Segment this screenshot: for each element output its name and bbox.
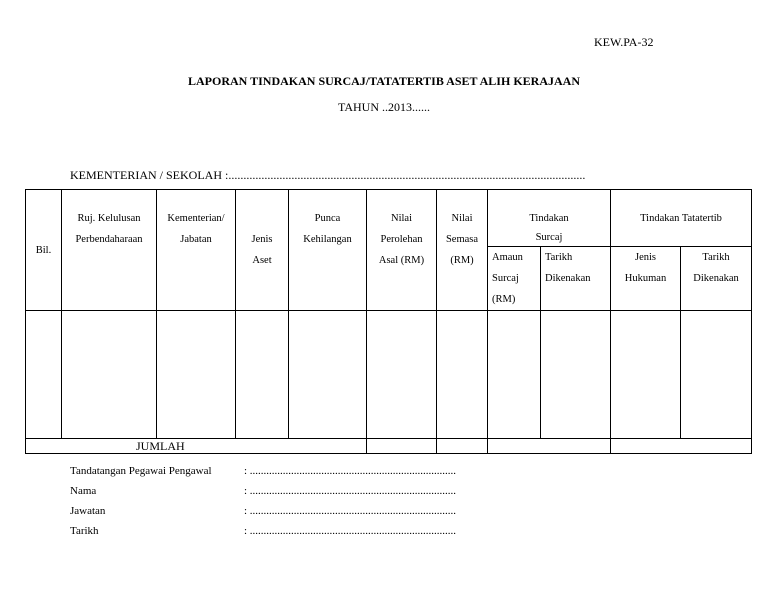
cell-ruj-kelulusan[interactable] <box>62 311 157 439</box>
header-tarikh-tatatertib: Tarikh Dikenakan <box>681 247 752 311</box>
header-jenis-aset: Jenis Aset <box>236 190 289 311</box>
position-field[interactable]: : ........................................................................... <box>244 505 457 517</box>
form-code: KEW.PA-32 <box>594 35 654 49</box>
total-tatatertib[interactable] <box>611 439 752 454</box>
date-field[interactable]: : ........................................................................... <box>244 525 457 537</box>
cell-nilai-semasa[interactable] <box>437 311 488 439</box>
signature-field[interactable]: : ........................................................................... <box>244 465 457 477</box>
name-field[interactable]: : ........................................................................... <box>244 485 457 497</box>
header-ruj-kelulusan: Ruj. Kelulusan Perbendaharaan <box>62 190 157 311</box>
header-nilai-semasa: Nilai Semasa (RM) <box>437 190 488 311</box>
cell-jenis-hukuman[interactable] <box>611 311 681 439</box>
table-row <box>26 311 752 439</box>
cell-tarikh-surcaj[interactable] <box>541 311 611 439</box>
signature-label: Tandatangan Pegawai Pengawal <box>70 465 212 477</box>
header-jenis-hukuman: Jenis Hukuman <box>611 247 681 311</box>
header-tindakan-tatatertib: Tindakan Tatatertib <box>611 190 752 247</box>
header-amaun-surcaj: Amaun Surcaj (RM) <box>488 247 541 311</box>
header-nilai-perolehan: Nilai Perolehan Asal (RM) <box>367 190 437 311</box>
header-bil: Bil. <box>26 190 62 311</box>
header-tarikh-surcaj: Tarikh Dikenakan <box>541 247 611 311</box>
date-label: Tarikh <box>70 525 99 537</box>
cell-kementerian[interactable] <box>157 311 236 439</box>
cell-jenis-aset[interactable] <box>236 311 289 439</box>
report-table <box>25 189 752 454</box>
total-amaun-surcaj[interactable] <box>488 439 611 454</box>
position-label: Jawatan <box>70 505 106 517</box>
cell-tarikh-tatatertib[interactable] <box>681 311 752 439</box>
header-punca-kehilangan: Punca Kehilangan <box>289 190 367 311</box>
name-label: Nama <box>70 485 97 497</box>
header-kementerian: Kementerian/ Jabatan <box>157 190 236 311</box>
cell-bil[interactable] <box>26 311 62 439</box>
page-title: LAPORAN TINDAKAN SURCAJ/TATATERTIB ASET ALIH KERAJAAN <box>188 74 580 88</box>
total-nilai-semasa[interactable] <box>437 439 488 454</box>
cell-nilai-perolehan[interactable] <box>367 311 437 439</box>
cell-punca-kehilangan[interactable] <box>289 311 367 439</box>
total-nilai-perolehan[interactable] <box>367 439 437 454</box>
header-tindakan-surcaj: Tindakan Surcaj <box>488 190 611 247</box>
ministry-field: KEMENTERIAN / SEKOLAH :....................................................................................................................... <box>70 168 586 182</box>
total-row <box>26 439 752 454</box>
total-label: JUMLAH <box>26 439 367 454</box>
cell-amaun-surcaj[interactable] <box>488 311 541 439</box>
year-line: TAHUN ..2013...... <box>337 100 431 114</box>
